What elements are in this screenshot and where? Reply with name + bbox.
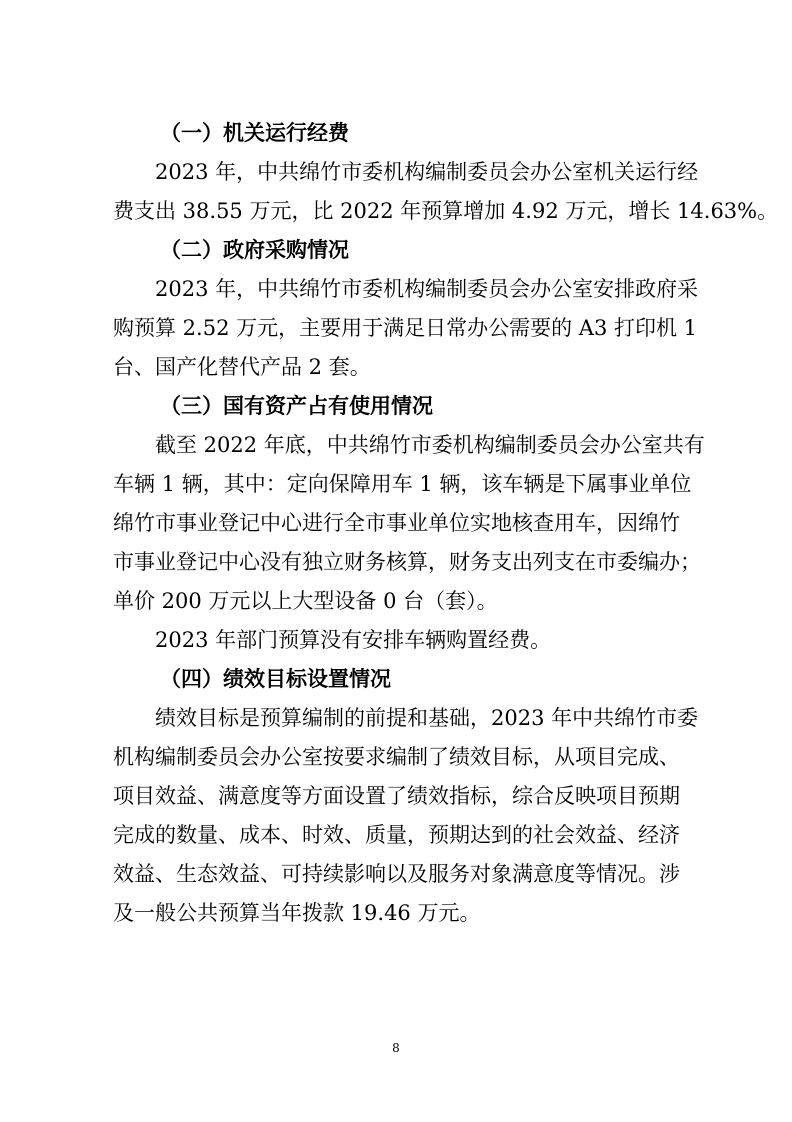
paragraph-line: 2023 年部门预算没有安排车辆购置经费。 [155,628,552,652]
paragraph-line: 机构编制委员会办公室按要求编制了绩效目标，从项目完成、 [113,745,680,769]
paragraph-line: 2023 年，中共绵竹市委机构编制委员会办公室安排政府采 [155,277,699,301]
paragraph-line: 台、国产化替代产品 2 套。 [113,355,371,379]
paragraph-line: 项目效益、满意度等方面设置了绩效指标，综合反映项目预期 [113,784,680,808]
section-heading: （四）绩效目标设置情况 [160,666,391,691]
paragraph-line: 截至 2022 年底，中共绵竹市委机构编制委员会办公室共有 [155,433,705,457]
section-heading: （三）国有资产占有使用情况 [160,393,433,418]
paragraph-line: 2023 年，中共绵竹市委机构编制委员会办公室机关运行经 [155,160,699,184]
paragraph-line: 市事业登记中心没有独立财务核算，财务支出列支在市委编办； [113,550,701,574]
paragraph-line: 车辆 1 辆，其中：定向保障用车 1 辆，该车辆是下属事业单位 [113,472,692,496]
paragraph-line: 效益、生态效益、可持续影响以及服务对象满意度等情况。涉 [113,862,680,886]
page-number: 8 [392,1041,400,1055]
paragraph-line: 绩效目标是预算编制的前提和基础，2023 年中共绵竹市委 [155,706,699,730]
paragraph-line: 完成的数量、成本、时效、质量，预期达到的社会效益、经济 [113,823,680,847]
section-heading: （二）政府采购情况 [160,237,349,262]
paragraph-line: 绵竹市事业登记中心进行全市事业单位实地核查用车，因绵竹 [113,511,680,535]
section-heading: （一）机关运行经费 [160,120,349,145]
paragraph-line: 购预算 2.52 万元，主要用于满足日常办公需要的 A3 打印机 1 [113,316,698,340]
paragraph-line: 及一般公共预算当年拨款 19.46 万元。 [113,901,481,925]
paragraph-line: 单价 200 万元以上大型设备 0 台（套）。 [113,589,498,613]
paragraph-line: 费支出 38.55 万元，比 2022 年预算增加 4.92 万元，增长 14.63%。 [113,199,779,223]
